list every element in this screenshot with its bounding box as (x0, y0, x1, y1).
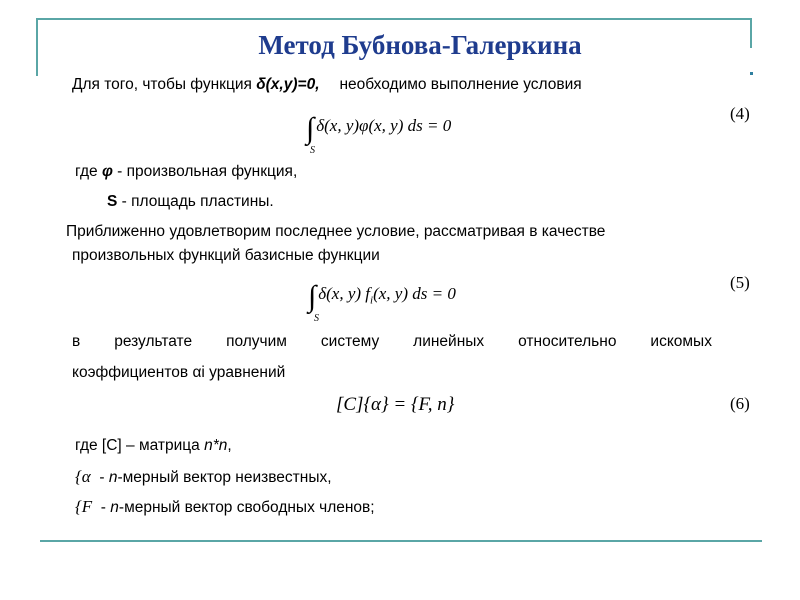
where-c-prefix: где [C] – матрица (75, 437, 205, 454)
intro-suffix: необходимо выполнение условия (339, 76, 582, 93)
para2-word: линейных (413, 333, 485, 350)
where-alpha-text: -мерный вектор неизвестных, (117, 469, 332, 486)
formula-5-body-b: (x, y) ds = 0 (373, 284, 456, 303)
para1-line1: Приближенно удовлетворим последнее условие, рассматривая в качестве (66, 223, 606, 240)
s-symbol: S (107, 193, 118, 210)
para2-line1 (72, 333, 712, 351)
formula-4 (306, 112, 452, 156)
integral-subscript: S (314, 313, 319, 324)
alpha-vector-symbol: {α (75, 467, 91, 486)
integral-sign: ∫ (308, 280, 317, 313)
where-phi-line (75, 163, 297, 182)
formula-6: [C]{α} = {F, n} (336, 394, 455, 415)
para2-word: результате (114, 333, 193, 350)
formula-5-index: i (370, 294, 374, 307)
where-f-text: -мерный вектор свободных членов; (118, 499, 375, 516)
where-f-line (75, 497, 375, 518)
frame-top-line (36, 18, 752, 20)
para2-line2: коэффициентов αi уравнений (72, 364, 286, 381)
slide-title: Метод Бубнова-Галеркина (258, 30, 582, 60)
para2-word: относительно (518, 333, 617, 350)
where-f-n: n (110, 499, 119, 516)
equation-number-6: (6) (730, 394, 750, 413)
integral-sign: ∫ (306, 112, 315, 145)
para2-word: в (72, 333, 81, 350)
para2-word: получим (226, 333, 287, 350)
where-alpha-line (75, 467, 332, 488)
where-phi-text: - произвольная функция, (112, 163, 298, 180)
formula-5 (308, 280, 456, 324)
where-c-suffix: , (227, 437, 232, 454)
where-c-line (75, 437, 232, 456)
where-alpha-n: n (108, 469, 118, 486)
integral-subscript: S (310, 145, 315, 156)
where-s-line (107, 193, 274, 212)
decor-dot (750, 72, 753, 75)
intro-prefix: Для того, чтобы функция (72, 76, 257, 93)
equation-number-4: (4) (730, 104, 750, 123)
f-vector-symbol: {F (75, 497, 93, 516)
frame-bottom-line (40, 540, 762, 542)
formula-5-body-a: δ(x, y) f (318, 284, 371, 303)
where-phi-prefix: где (75, 163, 102, 180)
para2-word: искомых (650, 333, 712, 350)
equation-number-5: (5) (730, 273, 750, 292)
intro-condition: δ(x,y)=0, (256, 76, 320, 93)
where-f-dash: - (92, 499, 111, 516)
where-s-text: - площадь пластины. (117, 193, 274, 210)
intro-line (72, 76, 582, 95)
para2-word: систему (320, 333, 380, 350)
formula-4-body: δ(x, y)φ(x, y) ds = 0 (316, 116, 452, 135)
matrix-dims: n*n (204, 437, 228, 454)
phi-symbol: φ (101, 163, 113, 180)
para1-line2: произвольных функций базисные функции (72, 247, 380, 264)
where-alpha-dash: - (90, 469, 109, 486)
